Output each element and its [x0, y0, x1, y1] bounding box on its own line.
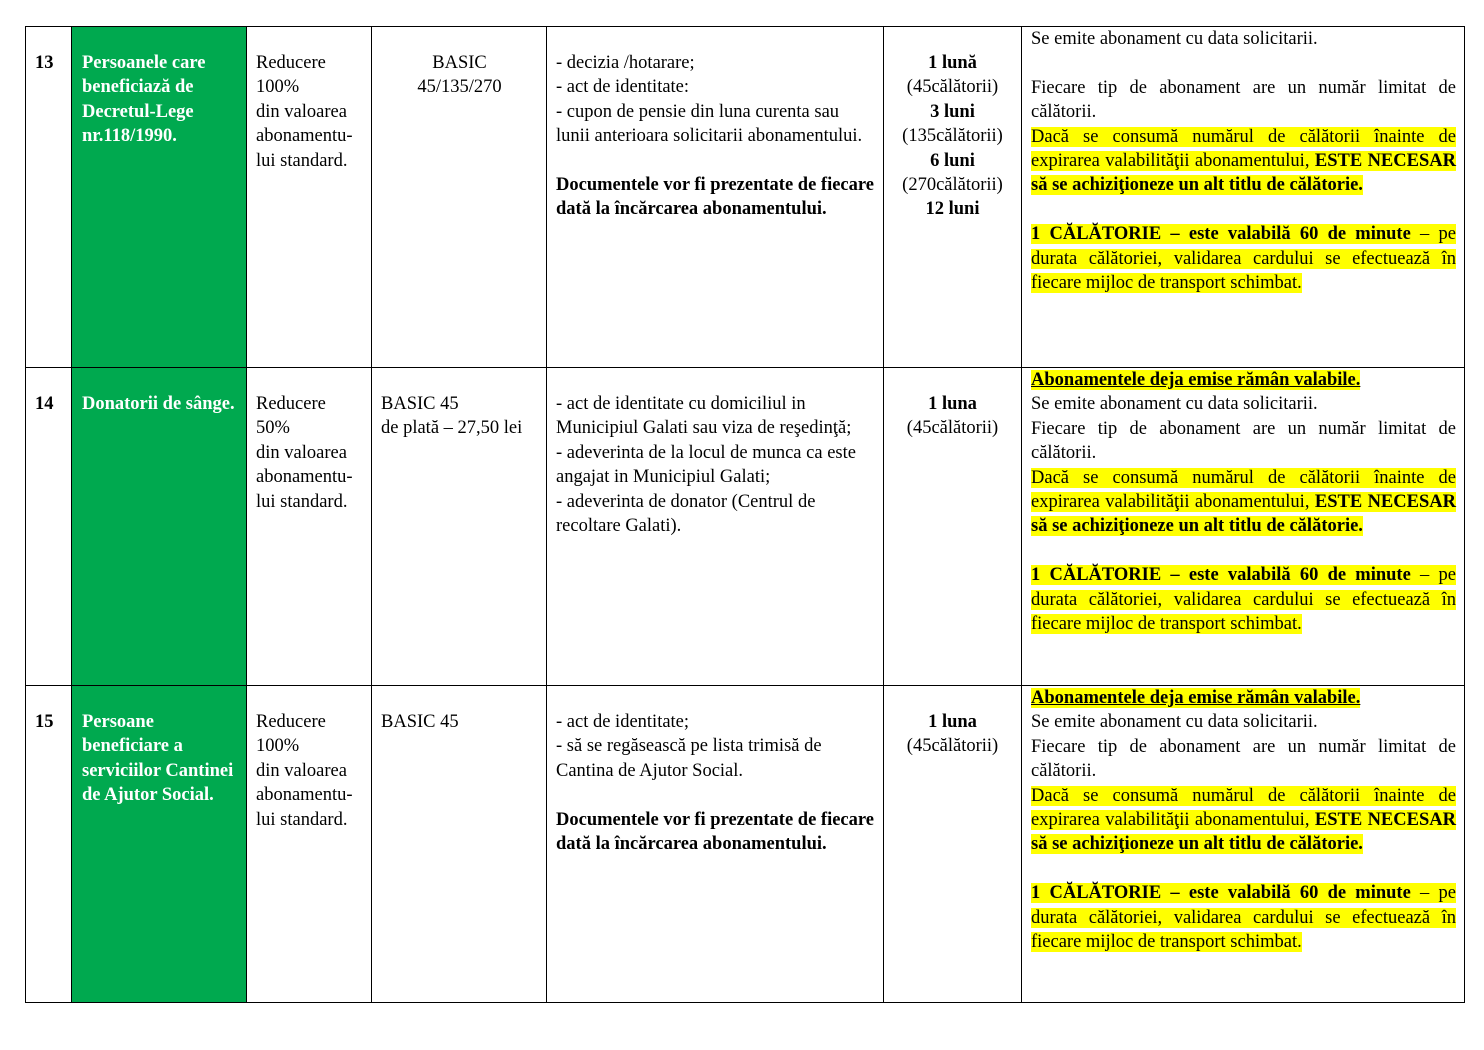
reduction-line: 100% [256, 736, 300, 757]
duration-trips: (45călătorii) [906, 77, 999, 98]
duration-period: 12 luni [925, 199, 980, 220]
reduction-line: 100% [256, 77, 300, 98]
duration-cell [884, 368, 1022, 686]
duration-cell [884, 27, 1022, 368]
obs-valid-note: Abonamentele deja emise rămân valabile. [1031, 688, 1361, 708]
category-label: Persoanele care beneficiază de Decretul-Lege nr.118/1990. [82, 53, 206, 147]
row-number: 15 [35, 712, 54, 732]
reduction-line: Reducere [256, 394, 326, 414]
obs-trip-title: 1 CĂLĂTORIE – este valabilă 60 de minute [1031, 883, 1411, 904]
duration-period: 1 luna [928, 712, 977, 732]
document-item: - adeverinta de donator (Centrul de recoltare Galati). [556, 491, 816, 537]
obs-warning: Dacă se consumă numărul de călătorii înainte de expirarea valabilităţii abonamentului, [1031, 785, 1456, 831]
observations-cell [1022, 686, 1465, 1003]
obs-warning: Dacă se consumă numărul de călătorii înainte de expirarea valabilităţii abonamentului, [1031, 126, 1456, 172]
obs-warning-bold: ESTE NECESAR să se achiziţioneze un alt titlu de călătorie. [1031, 151, 1456, 196]
category-label: Persoane beneficiare a serviciilor Cantinei de Ajutor Social. [82, 712, 234, 806]
document-item: - act de identitate; [556, 712, 690, 732]
reduction-line: din valoarea [256, 760, 347, 781]
obs-trip-title: 1 CĂLĂTORIE – este valabilă 60 de minute [1031, 565, 1411, 586]
reduction-line: lui standard. [256, 809, 348, 830]
obs-issue: Se emite abonament cu data solicitarii. [1031, 712, 1318, 733]
row-number: 14 [35, 394, 54, 414]
row-number-cell [26, 27, 72, 368]
document-item: - adeverinta de la locul de munca ca este angajat in Municipiul Galati; [556, 442, 856, 488]
duration-period: 6 luni [930, 150, 975, 171]
obs-warning-bold: ESTE NECESAR să se achiziţioneze un alt titlu de călătorie. [1031, 492, 1456, 537]
duration-cell [884, 686, 1022, 1003]
reduction-line: abonamentu- [256, 467, 353, 488]
document-item: - act de identitate cu domiciliul in Municipiul Galati sau viza de reşedinţă; [556, 394, 852, 439]
reduction-line: Reducere [256, 53, 326, 73]
table-row [26, 368, 1465, 686]
subscription-type-detail: de plată – 27,50 lei [381, 418, 523, 439]
documents-cell [547, 368, 884, 686]
category-cell [72, 368, 247, 686]
reduction-line: din valoarea [256, 442, 347, 463]
obs-limit: Fiecare tip de abonament are un număr limitat de călătorii. [1031, 418, 1456, 464]
obs-issue: Se emite abonament cu data solicitarii. [1031, 29, 1318, 49]
obs-issue: Se emite abonament cu data solicitarii. [1031, 394, 1318, 415]
obs-valid-note: Abonamentele deja emise rămân valabile. [1031, 370, 1361, 390]
duration-trips: (45călătorii) [906, 418, 999, 439]
duration-trips: (135călătorii) [902, 126, 1003, 147]
table-row [26, 686, 1465, 1003]
reduction-line: abonamentu- [256, 785, 353, 806]
duration-period: 3 luni [930, 101, 975, 122]
subscription-type-detail: 45/135/270 [417, 77, 502, 98]
subscription-type: BASIC 45 [381, 394, 459, 414]
obs-trip-text: – pe durata călătoriei, validarea cardului se efectuează în fiecare mijloc de transport schimbat. [1031, 224, 1456, 294]
subscription-type: BASIC [432, 53, 487, 73]
duration-period: 1 luna [928, 394, 977, 414]
duration-period: 1 lună [928, 53, 977, 73]
observations-cell [1022, 368, 1465, 686]
document-item: - să se regăsească pe lista trimisă de Cantina de Ajutor Social. [556, 736, 822, 781]
observations-cell [1022, 27, 1465, 368]
reduction-cell [247, 686, 372, 1003]
reduction-line: lui standard. [256, 150, 348, 171]
documents-note: Documentele vor fi prezentate de fiecare dată la încărcarea abonamentului. [556, 175, 874, 220]
duration-trips: (270călătorii) [902, 175, 1003, 196]
row-number-cell [26, 368, 72, 686]
obs-trip-text: – pe durata călătoriei, validarea cardului se efectuează în fiecare mijloc de transport schimbat. [1031, 565, 1456, 635]
reduction-line: abonamentu- [256, 126, 353, 147]
document-item: - cupon de pensie din luna curenta sau lunii anterioara solicitarii abonamentului. [556, 101, 863, 147]
obs-limit: Fiecare tip de abonament are un număr limitat de călătorii. [1031, 736, 1456, 782]
reduction-line: din valoarea [256, 101, 347, 122]
documents-cell [547, 686, 884, 1003]
row-number: 13 [35, 53, 54, 73]
reduction-cell [247, 27, 372, 368]
document-item: - act de identitate: [556, 77, 690, 98]
duration-trips: (45călătorii) [906, 736, 999, 757]
obs-trip-text: – pe durata călătoriei, validarea cardului se efectuează în fiecare mijloc de transport schimbat. [1031, 883, 1456, 953]
reduction-line: 50% [256, 418, 290, 439]
documents-cell [547, 27, 884, 368]
obs-trip-title: 1 CĂLĂTORIE – este valabilă 60 de minute [1031, 224, 1411, 245]
obs-warning-bold: ESTE NECESAR să se achiziţioneze un alt titlu de călătorie. [1031, 810, 1456, 855]
subscription-type-cell [372, 686, 547, 1003]
subscription-type-cell [372, 368, 547, 686]
reduction-cell [247, 368, 372, 686]
reduction-line: lui standard. [256, 491, 348, 512]
subscription-table [25, 26, 1465, 1003]
reduction-line: Reducere [256, 712, 326, 732]
category-cell [72, 27, 247, 368]
obs-warning: Dacă se consumă numărul de călătorii înainte de expirarea valabilităţii abonamentului, [1031, 467, 1456, 513]
documents-note: Documentele vor fi prezentate de fiecare dată la încărcarea abonamentului. [556, 809, 874, 855]
obs-limit: Fiecare tip de abonament are un număr limitat de călătorii. [1031, 77, 1456, 123]
row-number-cell [26, 686, 72, 1003]
document-item: - decizia /hotarare; [556, 53, 695, 73]
subscription-type: BASIC 45 [381, 712, 459, 732]
category-cell [72, 686, 247, 1003]
table-row [26, 27, 1465, 368]
category-label: Donatorii de sânge. [82, 394, 235, 414]
subscription-type-cell [372, 27, 547, 368]
